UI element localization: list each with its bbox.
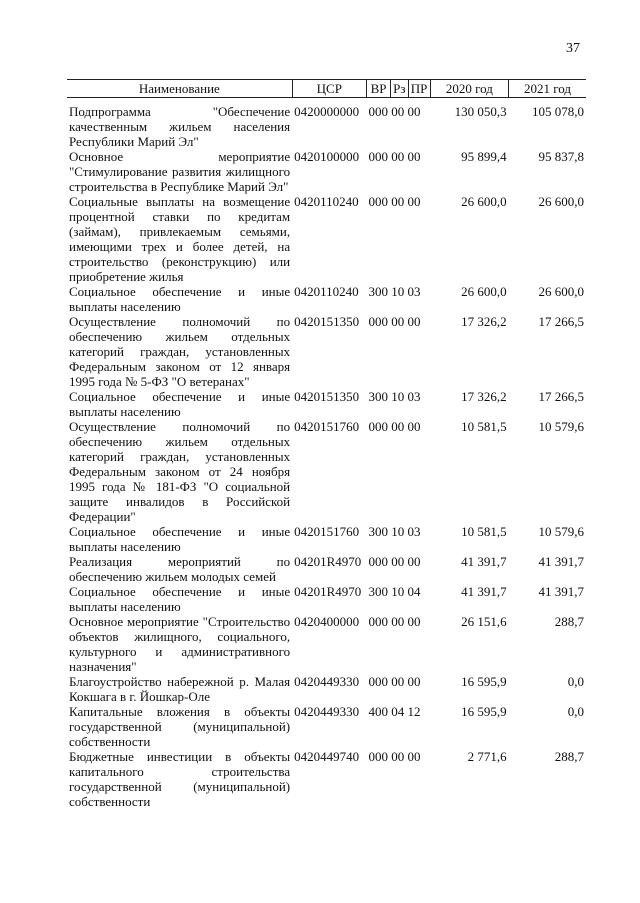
row-value-2021: 288,7	[554, 749, 584, 764]
row-codes: 000 00 00	[368, 554, 421, 569]
row-csr: 0420449740	[294, 749, 360, 764]
header-name: Наименование	[67, 80, 292, 98]
row-csr: 0420151350	[294, 314, 360, 329]
row-csr: 0420110240	[294, 284, 359, 299]
table-row	[67, 104, 586, 149]
row-codes: 000 00 00	[368, 194, 421, 209]
row-codes: 300 10 03	[368, 524, 421, 539]
row-name: Капитальные вложения в объекты государственной (муниципальной) собственности	[69, 704, 291, 749]
row-name: Осуществление полномочий по обеспечению жильем отдельных категорий граждан, установленных Федеральным законом от 24 ноября 1995 года № 181-ФЗ "О социальной защите инвалидов в Российской Федерации"	[69, 419, 291, 524]
table-row	[67, 284, 586, 314]
row-codes: 000 00 00	[368, 104, 421, 119]
row-codes: 000 00 00	[368, 419, 421, 434]
row-value-2021: 17 266,5	[538, 314, 584, 329]
row-value-2020: 41 391,7	[461, 554, 507, 569]
table-row	[67, 584, 586, 614]
row-name: Благоустройство набережной р. Малая Кокшага в г. Йошкар-Оле	[69, 674, 291, 704]
row-csr: 0420100000	[294, 149, 360, 164]
row-value-2020: 95 899,4	[461, 149, 507, 164]
row-value-2020: 10 581,5	[461, 419, 507, 434]
row-value-2020: 2 771,6	[467, 749, 507, 764]
row-name: Бюджетные инвестиции в объекты капитального строительства государственной (муниципальной) собственности	[69, 749, 291, 809]
row-csr: 04201R4970	[294, 584, 362, 599]
budget-table	[67, 79, 586, 809]
row-name: Социальное обеспечение и иные выплаты населению	[69, 524, 291, 554]
row-value-2021: 17 266,5	[538, 389, 584, 404]
row-value-2021: 10 579,6	[538, 419, 584, 434]
row-codes: 000 00 00	[368, 674, 421, 689]
row-value-2021: 26 600,0	[538, 284, 584, 299]
row-name: Реализация мероприятий по обеспечению жильем молодых семей	[69, 554, 291, 584]
row-codes: 000 00 00	[368, 149, 421, 164]
page-number: 37	[566, 41, 580, 56]
row-value-2021: 105 078,0	[532, 104, 584, 119]
row-value-2020: 16 595,9	[461, 704, 507, 719]
row-value-2021: 0,0	[567, 704, 584, 719]
row-name: Подпрограмма "Обеспечение качественным жильем населения Республики Марий Эл"	[69, 104, 291, 149]
row-name: Основное мероприятие "Стимулирование развития жилищного строительства в Республике Марий Эл"	[69, 149, 291, 194]
row-value-2021: 26 600,0	[538, 194, 584, 209]
table-body	[67, 98, 586, 810]
row-name: Осуществление полномочий по обеспечению жильем отдельных категорий граждан, установленных Федеральным законом от 12 января 1995 года № 5-ФЗ "О ветеранах"	[69, 314, 291, 389]
row-name: Социальные выплаты на возмещение процентной ставки по кредитам (займам), привлекаемым семьями, имеющими трех и более детей, на строительство (реконструкцию) или приобретение жилья	[69, 194, 291, 284]
table-row	[67, 524, 586, 554]
row-csr: 0420151760	[294, 524, 360, 539]
header-vr: ВР	[367, 80, 391, 98]
row-value-2021: 41 391,7	[538, 554, 584, 569]
row-codes: 300 10 03	[368, 389, 421, 404]
row-value-2020: 41 391,7	[461, 584, 507, 599]
table-row	[67, 149, 586, 194]
row-codes: 000 00 00	[368, 614, 421, 629]
header-2020: 2020 год	[430, 80, 508, 98]
row-csr: 0420449330	[294, 704, 360, 719]
row-csr: 0420151760	[294, 419, 360, 434]
row-value-2020: 17 326,2	[461, 314, 507, 329]
row-csr: 0420151350	[294, 389, 360, 404]
row-value-2021: 95 837,8	[538, 149, 584, 164]
table-row	[67, 704, 586, 749]
table-header-row	[67, 80, 586, 98]
row-codes: 000 00 00	[368, 749, 421, 764]
row-csr: 0420400000	[294, 614, 360, 629]
row-value-2021: 10 579,6	[538, 524, 584, 539]
row-value-2021: 288,7	[554, 614, 584, 629]
table-row	[67, 749, 586, 809]
row-value-2020: 130 050,3	[454, 104, 507, 119]
row-value-2021: 41 391,7	[538, 584, 584, 599]
table-row	[67, 194, 586, 284]
header-rz: Рз	[391, 80, 408, 98]
row-csr: 0420000000	[294, 104, 360, 119]
table-row	[67, 419, 586, 524]
header-csr: ЦСР	[292, 80, 366, 98]
row-codes: 300 10 04	[368, 584, 421, 599]
header-2021: 2021 год	[509, 80, 586, 98]
row-name: Основное мероприятие "Строительство объектов жилищного, социального, культурного и административного назначения"	[69, 614, 291, 674]
row-value-2020: 10 581,5	[461, 524, 507, 539]
row-name: Социальное обеспечение и иные выплаты населению	[69, 389, 291, 419]
table-row	[67, 314, 586, 389]
row-value-2020: 17 326,2	[461, 389, 507, 404]
table-row	[67, 674, 586, 704]
row-value-2020: 26 600,0	[461, 284, 507, 299]
row-value-2020: 26 151,6	[461, 614, 507, 629]
row-csr: 0420110240	[294, 194, 359, 209]
row-value-2020: 26 600,0	[461, 194, 507, 209]
row-csr: 0420449330	[294, 674, 360, 689]
table-row	[67, 389, 586, 419]
row-value-2021: 0,0	[567, 674, 584, 689]
row-codes: 000 00 00	[368, 314, 421, 329]
row-codes: 400 04 12	[368, 704, 421, 719]
table-row	[67, 614, 586, 674]
row-csr: 04201R4970	[294, 554, 362, 569]
row-codes: 300 10 03	[368, 284, 421, 299]
row-name: Социальное обеспечение и иные выплаты населению	[69, 284, 291, 314]
row-name: Социальное обеспечение и иные выплаты населению	[69, 584, 291, 614]
row-value-2020: 16 595,9	[461, 674, 507, 689]
header-pr: ПР	[408, 80, 430, 98]
table-row	[67, 554, 586, 584]
